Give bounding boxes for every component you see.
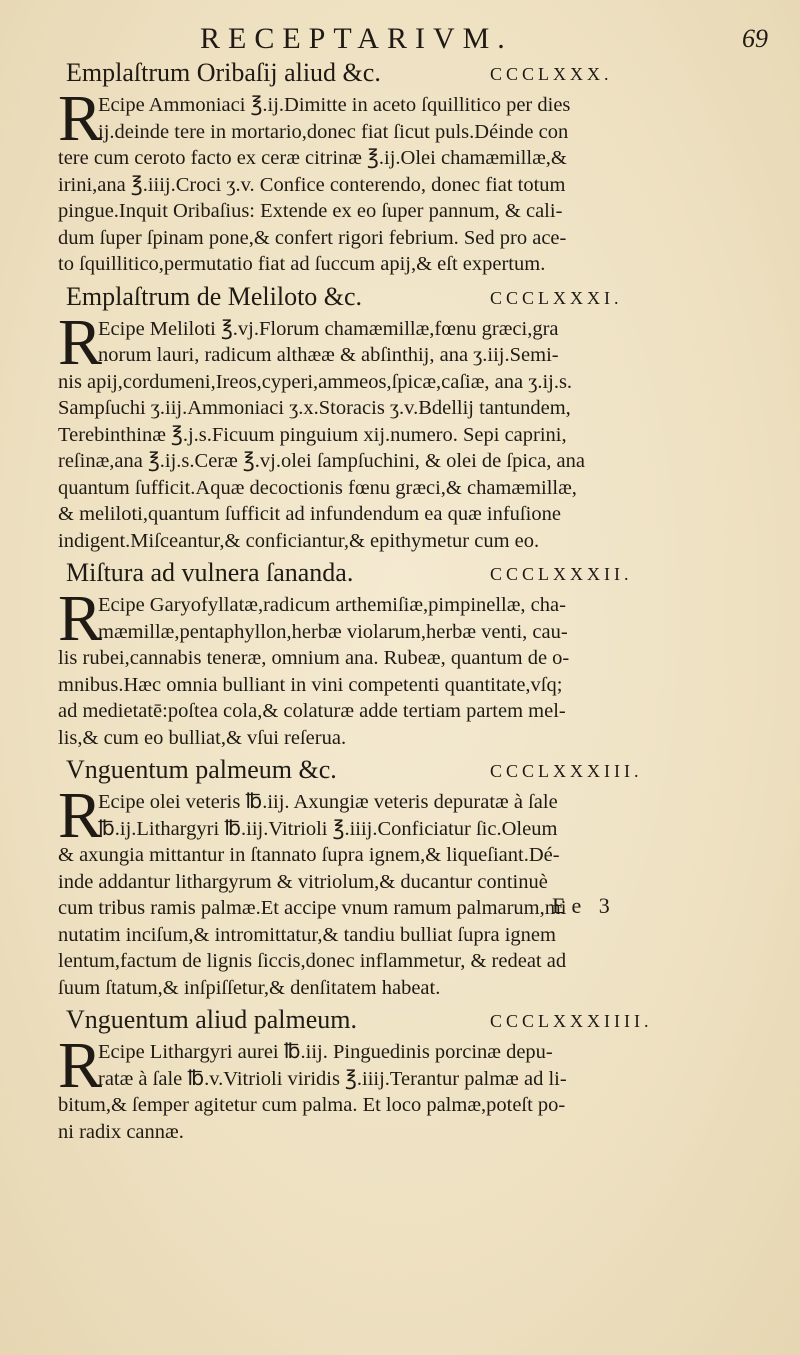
recipe-title: Vnguentum palmeum &c.: [66, 755, 337, 784]
text-line: ℔.ij.Lithargyri ℔.iij.Vitrioli ℥.iiij.Conficiatur ſic.Oleum: [98, 817, 558, 840]
text-line: to ſquillitico,permutatio fiat ad ſuccum apij,& eſt expertum.: [58, 253, 546, 275]
running-title: RECEPTARIVM.: [200, 22, 513, 55]
recipe-body: [58, 82, 758, 278]
text-line: tere cum ceroto facto ex ceræ citrinæ ℥.ij.Olei chamæmillæ,&: [58, 147, 567, 169]
recipe-number: CCCLXXXIII.: [490, 761, 643, 781]
recipe-title: Vnguentum aliud palmeum.: [66, 1005, 358, 1034]
recipe-number: CCCLXXXIIII.: [490, 1011, 653, 1031]
recipe-heading: [58, 755, 758, 789]
text-line: nutatim inciſum,& intromittatur,& tandiu bulliat ſupra ignem: [58, 923, 556, 946]
recipe-number: CCCLXXX.: [490, 64, 613, 84]
recipe-heading: [58, 1005, 758, 1039]
drop-cap: R: [58, 1029, 103, 1102]
text-line: bitum,& ſemper agitetur cum palma. Et loco palmæ,poteſt po-: [58, 1094, 566, 1116]
recipe-body: [58, 582, 758, 751]
drop-cap: R: [58, 582, 103, 655]
text-line: Sampſuchi ʒ.iij.Ammoniaci ʒ.x.Storacis ʒ.v.Bdellij tantundem,: [58, 397, 571, 419]
page-footer: [0, 893, 800, 923]
recipe-title: Miſtura ad vulnera ſananda.: [66, 558, 354, 587]
text-line: norum lauri, radicum althææ & abſinthij, ana ʒ.iij.Semi-: [98, 344, 559, 366]
text-line: ij.deinde tere in mortario,donec fiat ſicut puls.Déinde con: [98, 120, 569, 143]
text-line: Terebinthinæ ℥.j.s.Ficuum pinguium xij.numero. Sepi caprini,: [58, 423, 567, 446]
text-line: cum tribus ramis palmæ.Et accipe vnum ramum palmarum,mi: [58, 897, 567, 919]
recipe-body: [58, 1029, 758, 1145]
text-line: mnibus.Hæc omnia bulliant in vini competenti quantitate,vſq;: [58, 673, 563, 696]
text-line: indigent.Miſceantur,& conficiantur,& epithymetur cum eo.: [58, 529, 540, 552]
text-line: quantum ſufficit.Aquæ decoctionis fœnu græci,& chamæmillæ,: [58, 476, 577, 499]
recipe-number: CCCLXXXII.: [490, 564, 633, 584]
text-line: Ecipe Garyofyllatæ,radicum arthemiſiæ,pimpinellæ, cha-: [98, 594, 566, 616]
page-content: [58, 56, 758, 1149]
text-line: inde addantur lithargyrum & vitriolum,& ducantur continuè: [58, 870, 548, 893]
recipe-sections: [58, 58, 758, 1145]
text-line: lis rubei,cannabis teneræ, omnium ana. Rubeæ, quantum de o-: [58, 647, 570, 669]
text-line: Ecipe Meliloti ℥.vj.Florum chamæmillæ,fœnu græci,gra: [98, 317, 559, 340]
recipe-body: [58, 305, 758, 555]
text-line: & meliloti,quantum ſufficit ad infundendum ea quæ infuſione: [58, 503, 561, 525]
text-line: Ecipe olei veteris ℔.iij. Axungiæ veteris depuratæ à ſale: [98, 791, 558, 813]
recipe-heading: [58, 58, 758, 92]
recipe-title: Emplaſtrum de Meliloto &c.: [66, 281, 363, 311]
recipe-title: Emplaſtrum Oribaſij aliud &c.: [66, 58, 381, 87]
text-line: reſinæ,ana ℥.ij.s.Ceræ ℥.vj.olei ſampſuchini, & olei de ſpica, ana: [58, 450, 585, 472]
recipe-heading: [58, 282, 758, 316]
signature-mark: Ee 3: [552, 893, 616, 918]
text-line: & axungia mittantur in ſtannato ſupra ignem,& liqueſiant.Dé-: [58, 844, 560, 866]
text-line: lentum,factum de lignis ſiccis,donec inflammetur, & redeat ad: [58, 950, 567, 972]
recipe-heading: [58, 558, 758, 592]
text-line: pingue.Inquit Oribaſius: Extende ex eo ſuper pannum, & cali-: [58, 200, 563, 222]
recipe-number: CCCLXXXI.: [490, 287, 623, 308]
drop-cap: R: [58, 779, 103, 852]
text-line: ni radix cannæ.: [58, 1120, 184, 1143]
text-line: irini,ana ℥.iiij.Croci ʒ.v. Confice conterendo, donec fiat totum: [58, 173, 566, 196]
text-line: Ecipe Ammoniaci ℥.ij.Dimitte in aceto ſquillitico per dies: [98, 94, 571, 116]
text-line: ſuum ſtatum,& inſpiſſetur,& denſitatem habeat.: [58, 976, 441, 999]
page-number: 69: [742, 24, 768, 53]
drop-cap: R: [58, 305, 103, 379]
text-line: dum ſuper ſpinam pone,& confert rigori febrium. Sed pro ace-: [58, 226, 567, 249]
text-line: lis,& cum eo bulliat,& vſui reſerua.: [58, 726, 347, 749]
text-line: mæmillæ,pentaphyllon,herbæ violarum,herbæ venti, cau-: [98, 620, 568, 643]
text-line: Ecipe Lithargyri aurei ℔.iij. Pinguedinis porcinæ depu-: [98, 1041, 553, 1063]
text-line: ad medietatē:poſtea cola,& colaturæ adde tertiam partem mel-: [58, 700, 566, 722]
text-line: ratæ à ſale ℔.v.Vitrioli viridis ℥.iiij.Terantur palmæ ad li-: [98, 1067, 567, 1090]
drop-cap: R: [58, 82, 103, 155]
text-line: nis apij,cordumeni,Ireos,cyperi,ammeos,ſpicæ,caſiæ, ana ʒ.ij.s.: [58, 370, 573, 393]
